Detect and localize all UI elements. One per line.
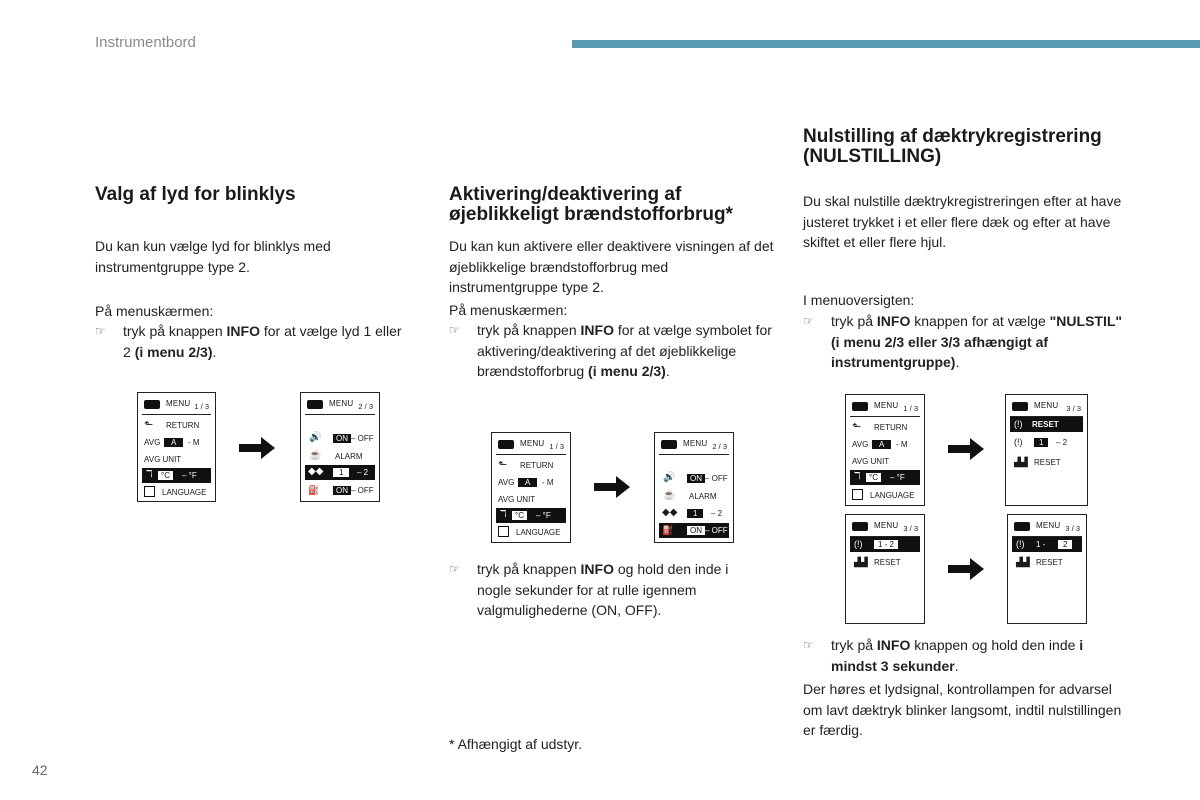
toolbox-icon [661, 440, 677, 449]
row-label: – 2 [711, 509, 723, 518]
value-block: 1 - 2 [874, 540, 898, 549]
menu-row-language [496, 525, 566, 540]
return-arrow-icon: ⬑ [144, 419, 154, 431]
menu-row-language [142, 485, 211, 500]
value-block: 1 [687, 509, 703, 518]
row-label: RESET [1034, 458, 1061, 467]
paragraph: Du kan kun vælge lyd for blinklys med instrumentgruppe type 2. [95, 238, 331, 275]
pointer-bullet-icon: ☞ [449, 323, 460, 337]
text: og hold den inde i nogle sekunder for at rulle igennem valgmulighederne (ON, OFF). [477, 561, 729, 618]
bullet-item [95, 321, 405, 362]
screen-header [142, 397, 211, 415]
menu-screen-3 [1005, 394, 1088, 506]
fuel-icon: ⛽ [662, 525, 674, 535]
menu-label: MENU [329, 399, 354, 408]
value-block: A [518, 478, 537, 487]
page-indicator: 2 / 3 [358, 402, 373, 411]
row-label: RESET [874, 558, 901, 567]
value-block: ON [687, 474, 705, 483]
value-block: A [164, 438, 183, 447]
row-label: RETURN [166, 421, 200, 430]
row-label: AVG UNIT [852, 457, 890, 466]
tyre-warning-icon: (!) [1014, 437, 1023, 447]
bullet-item [803, 311, 1123, 373]
row-label: – OFF [351, 434, 374, 443]
menu-row-avg [850, 437, 920, 452]
section-heading-tyre-reset: Nulstilling af dæktrykregistrering (NULSTILLING) [803, 126, 1102, 167]
menu-row-avg-unit [142, 452, 211, 467]
menu-row-choice [1010, 435, 1083, 450]
menu-row-avg [496, 475, 566, 490]
row-label: – 2 [1056, 438, 1068, 447]
thermometer-icon: ℸ [146, 469, 153, 480]
page-indicator: 1 / 3 [549, 442, 564, 451]
row-label: AVG [498, 478, 515, 487]
bold-text: INFO [580, 561, 614, 577]
menu-screen-1 [137, 392, 216, 502]
menu-label: MENU [874, 521, 899, 530]
menu-screen-3 [845, 514, 925, 624]
right-arrow-icon [948, 438, 984, 460]
pointer-bullet-icon: ☞ [95, 324, 106, 338]
row-label: ALARM [335, 452, 363, 461]
factory-icon: ▟▟ [1016, 557, 1030, 567]
header-accent-bar [572, 40, 1200, 48]
turn-signal-icon: ◆◆ [662, 507, 678, 518]
bullet-item [449, 320, 779, 382]
menu-label: MENU [1036, 521, 1061, 530]
bold-text: INFO [876, 637, 911, 653]
text: . [955, 354, 960, 370]
toolbox-icon [1014, 522, 1030, 531]
menu-row-fuel [305, 483, 375, 498]
menu-row-fuel [659, 523, 729, 538]
pointer-bullet-icon: ☞ [803, 638, 814, 652]
row-label: – 2 [357, 468, 369, 477]
menu-row-reset [850, 555, 920, 570]
value-block: 2 [1058, 540, 1072, 549]
menu-label: MENU [874, 401, 899, 410]
section-heading-blinker-sound: Valg af lyd for blinklys [95, 184, 296, 205]
value-block: 1 [1034, 438, 1048, 447]
menu-label: MENU [520, 439, 545, 448]
row-label: ALARM [689, 492, 717, 501]
menu-label: MENU [1034, 401, 1059, 410]
menu-row-return [496, 458, 566, 473]
paragraph: Der høres et lydsignal, kontrollampen for advarsel om lavt dæktryk blinker langsomt, indtil nulstillingen er færdig. [803, 681, 1122, 738]
toolbox-icon [852, 522, 868, 531]
menu-row-alarm [305, 449, 375, 464]
row-label: – °F [890, 473, 905, 482]
menu-row-alarm [659, 489, 729, 504]
value-block: °C [158, 471, 173, 480]
tyre-warning-icon: (!) [1016, 539, 1025, 549]
text: tryk på knappen [477, 561, 581, 577]
menu-row-blinker [305, 465, 375, 480]
toolbox-icon [1012, 402, 1028, 411]
screen-header [850, 519, 920, 537]
row-label: – OFF [705, 526, 728, 535]
menu-row-return [142, 418, 211, 433]
paragraph: I menuoversigten: [803, 292, 915, 308]
screen-header [850, 399, 920, 417]
screen-header [305, 397, 375, 415]
value-block: A [872, 440, 891, 449]
menu-row-reset [1012, 555, 1082, 570]
screen-header [659, 437, 729, 455]
page-indicator: 1 / 3 [903, 404, 918, 413]
screen-header [1012, 519, 1082, 537]
row-label: RESET [1036, 558, 1063, 567]
language-icon [498, 526, 509, 537]
right-arrow-icon [594, 476, 630, 498]
tyre-warning-icon: (!) [854, 539, 863, 549]
menu-row-temperature [496, 508, 566, 523]
text: . [954, 657, 959, 674]
screen-header [496, 437, 566, 455]
menu-row-choice [1012, 537, 1082, 552]
page-indicator: 3 / 3 [1066, 404, 1081, 413]
speaker-icon: 🔊 [309, 432, 322, 443]
menu-row-blinker [659, 506, 729, 521]
menu-row-reset [1010, 455, 1083, 470]
bold-text: (i menu 2/3) [588, 363, 666, 379]
right-arrow-icon [239, 437, 275, 459]
row-label: AVG UNIT [144, 455, 182, 464]
menu-row-sound [305, 431, 375, 446]
row-label: LANGUAGE [516, 528, 561, 537]
factory-icon: ▟▟ [1014, 457, 1028, 467]
bold-text: INFO [876, 313, 911, 329]
row-label: AVG [144, 438, 161, 447]
row-label: RETURN [874, 423, 908, 432]
menu-row-avg [142, 435, 211, 450]
menu-row-temperature [850, 470, 920, 485]
toolbox-icon [852, 402, 868, 411]
row-label: - M [188, 438, 200, 447]
row-label: - M [896, 440, 908, 449]
bold-text: i mindst 3 sekunder [831, 637, 1084, 674]
value-block: °C [512, 511, 527, 520]
row-label: - M [542, 478, 554, 487]
menu-screen-1 [491, 432, 571, 543]
screen-header [1010, 399, 1083, 417]
bold-text: "NULSTIL" (i menu 2/3 eller 3/3 afhængigt af instrumentgruppe) [831, 313, 1123, 370]
menu-row-reset [1010, 417, 1083, 432]
alarm-icon: ☕ [663, 490, 676, 501]
row-label: RESET [1032, 420, 1059, 429]
row-label: LANGUAGE [870, 491, 915, 500]
text: tryk på [831, 637, 877, 653]
footnote: * Afhængigt af udstyr. [449, 736, 583, 752]
value-block: °C [866, 473, 881, 482]
row-label: AVG UNIT [498, 495, 536, 504]
bold-text: INFO [580, 322, 614, 338]
menu-row-avg-unit [850, 454, 920, 469]
menu-row-return [850, 420, 920, 435]
row-label: – OFF [705, 474, 728, 483]
value-block: ON [333, 486, 351, 495]
turn-signal-icon: ◆◆ [308, 466, 324, 477]
row-label: AVG [852, 440, 869, 449]
row-label: 1 - [1036, 540, 1046, 549]
paragraph: På menuskærmen: [449, 302, 568, 318]
bold-text: INFO [226, 323, 260, 339]
row-label: – °F [182, 471, 197, 480]
row-label: – OFF [351, 486, 374, 495]
page-indicator: 2 / 3 [712, 442, 727, 451]
menu-label: MENU [683, 439, 708, 448]
thermometer-icon: ℸ [500, 509, 507, 520]
menu-row-language [850, 488, 920, 503]
bullet-item [803, 635, 1123, 676]
paragraph: Du skal nulstille dæktrykregistreringen efter at have justeret trykket i et eller flere dæk og efter at have skiftet et eller flere hjul. [803, 193, 1122, 250]
page-indicator: 3 / 3 [903, 524, 918, 533]
row-label: RETURN [520, 461, 554, 470]
row-label: – °F [536, 511, 551, 520]
bullet-item [449, 559, 749, 621]
menu-row-sound [659, 471, 729, 486]
return-arrow-icon: ⬑ [852, 421, 862, 433]
text: for at vælge symbolet for aktivering/deaktivering af det øjeblikkelige brændstofforbrug [477, 322, 772, 379]
text: tryk på knappen [123, 323, 227, 339]
language-icon [144, 486, 155, 497]
text: . [665, 363, 670, 379]
value-block: ON [333, 434, 351, 443]
menu-row-avg-unit [496, 492, 566, 507]
header-title: Instrumentbord [95, 34, 196, 51]
value-block: 1 [333, 468, 349, 477]
right-arrow-icon [948, 558, 984, 580]
fuel-icon: ⛽ [308, 485, 320, 495]
paragraph: På menuskærmen: [95, 303, 214, 319]
toolbox-icon [498, 440, 514, 449]
menu-screen-2 [300, 392, 380, 502]
menu-row-temperature [142, 468, 211, 483]
return-arrow-icon: ⬑ [498, 459, 508, 471]
bold-text: (i menu 2/3) [134, 343, 213, 360]
menu-screen-1 [845, 394, 925, 506]
pointer-bullet-icon: ☞ [803, 314, 814, 328]
text: knappen for at vælge [910, 313, 1050, 329]
factory-icon: ▟▟ [854, 557, 868, 567]
toolbox-icon [307, 400, 323, 409]
tyre-warning-icon: (!) [1014, 419, 1023, 429]
page-indicator: 1 / 3 [194, 402, 209, 411]
toolbox-icon [144, 400, 160, 409]
menu-screen-2 [654, 432, 734, 543]
text: . [212, 343, 217, 360]
text: tryk på knappen [477, 322, 581, 338]
page-number: 42 [32, 762, 48, 778]
speaker-icon: 🔊 [663, 472, 676, 483]
language-icon [852, 489, 863, 500]
value-block: ON [687, 526, 705, 535]
section-heading-fuel-consumption: Aktivering/deaktivering af øjeblikkeligt brændstofforbrug* [449, 184, 733, 225]
alarm-icon: ☕ [309, 450, 322, 461]
text: for at vælge lyd 1 eller 2 [123, 323, 402, 360]
menu-row-choice [850, 537, 920, 552]
paragraph: Du kan kun aktivere eller deaktivere visningen af det øjeblikkelige brændstofforbrug med instrumentgruppe type 2. [449, 238, 774, 295]
pointer-bullet-icon: ☞ [449, 562, 460, 576]
menu-label: MENU [166, 399, 191, 408]
text: tryk på [831, 313, 877, 329]
page-indicator: 3 / 3 [1065, 524, 1080, 533]
text: knappen og hold den inde [910, 637, 1080, 653]
menu-screen-3 [1007, 514, 1087, 624]
thermometer-icon: ℸ [854, 471, 861, 482]
row-label: LANGUAGE [162, 488, 207, 497]
